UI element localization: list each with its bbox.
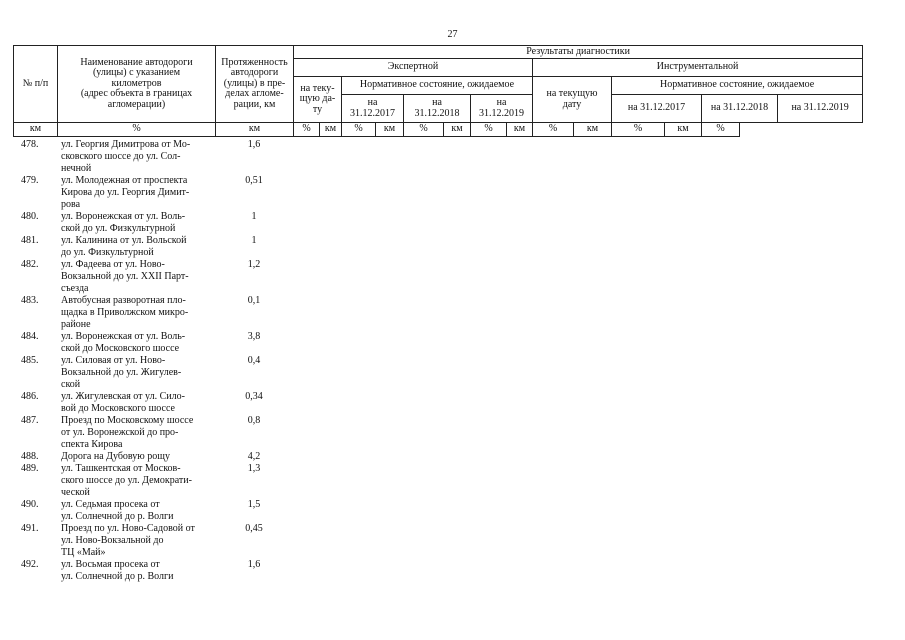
row-number: 479.	[21, 175, 39, 186]
road-length: 0,1	[247, 295, 261, 306]
road-name-line: ул. Жигулевская от ул. Сило-	[61, 391, 185, 402]
header-unit-pct: %	[471, 123, 507, 137]
road-name-line: ской до ул. Физкультурной	[61, 223, 176, 234]
road-name-line: районе	[61, 319, 91, 330]
road-name-line: ул. Солнечной до р. Волги	[61, 511, 174, 522]
road-name-line: ул. Калинина от ул. Вольской	[61, 235, 187, 246]
road-name	[57, 211, 215, 235]
road-name-line: от ул. Воронежской до про-	[61, 427, 179, 438]
header-unit-pct: %	[612, 123, 665, 137]
table-row	[13, 559, 313, 583]
table-row	[13, 235, 313, 259]
header-unit-km: км	[320, 123, 342, 137]
road-name-line: ческой	[61, 487, 90, 498]
road-name-line: сковского шоссе до ул. Сол-	[61, 151, 181, 162]
header-unit-km: км	[574, 123, 612, 137]
road-name-line: Кирова до ул. Георгия Димит-	[61, 187, 190, 198]
row-number: 486.	[21, 391, 39, 402]
road-length: 0,8	[247, 415, 261, 426]
table-row	[13, 523, 313, 559]
header-name: Наименование автодороги (улицы) с указанием километров (адрес объекта в границах агломерации)	[58, 46, 216, 123]
road-length: 1,5	[247, 499, 261, 510]
table-row	[13, 451, 313, 463]
road-name-line: ул. Силовая от ул. Ново-	[61, 355, 166, 366]
table-row	[13, 391, 313, 415]
header-num: № п/п	[14, 46, 58, 123]
row-number: 488.	[21, 451, 39, 462]
table-header	[13, 45, 863, 137]
header-unit-pct: %	[404, 123, 444, 137]
header-expert-date-2018: на 31.12.2018	[404, 95, 471, 123]
row-number: 481.	[21, 235, 39, 246]
road-length: 1,2	[247, 259, 261, 270]
row-number: 478.	[21, 139, 39, 150]
road-name-line: ул. Воронежская от ул. Воль-	[61, 331, 186, 342]
road-name	[57, 175, 215, 211]
road-length: 1	[251, 211, 257, 222]
header-expert-current: на теку- щую да- ту	[294, 77, 342, 123]
table-row	[13, 463, 313, 499]
header-expert-date-2017: на 31.12.2017	[342, 95, 404, 123]
road-length: 0,4	[247, 355, 261, 366]
row-number: 485.	[21, 355, 39, 366]
road-name	[57, 463, 215, 499]
road-name-line: ул. Воронежская от ул. Воль-	[61, 211, 186, 222]
road-length: 1,6	[247, 139, 261, 150]
header-expert-normative: Нормативное состояние, ожидаемое	[342, 77, 533, 95]
table-row	[13, 139, 313, 175]
table-row	[13, 211, 313, 235]
road-name	[57, 523, 215, 559]
table-body	[13, 139, 313, 583]
header-unit-km: км	[376, 123, 404, 137]
road-name	[57, 391, 215, 415]
header-instr-date-2018: на 31.12.2018	[702, 95, 778, 123]
header-instr-date-2019: на 31.12.2019	[778, 95, 863, 123]
road-length: 3,8	[247, 331, 261, 342]
header-instr-current: на текущую дату	[533, 77, 612, 123]
table-row	[13, 175, 313, 211]
road-name-line: нечной	[61, 163, 92, 174]
road-name-line: ул. Молодежная от проспекта	[61, 175, 188, 186]
road-length: 1,3	[247, 463, 261, 474]
road-name	[57, 559, 215, 583]
header-unit-pct: %	[58, 123, 216, 137]
road-name-line: ул. Ново-Вокзальной до	[61, 535, 164, 546]
road-name	[57, 331, 215, 355]
header-unit-km: км	[216, 123, 294, 137]
road-name	[57, 259, 215, 295]
table-row	[13, 355, 313, 391]
row-number: 482.	[21, 259, 39, 270]
road-name-line: спекта Кирова	[61, 439, 123, 450]
header-length: Протяженность автодороги (улицы) в пре- делах агломе- рации, км	[216, 46, 294, 123]
road-length: 1	[251, 235, 257, 246]
table-row	[13, 295, 313, 331]
table-row	[13, 415, 313, 451]
header-unit-pct: %	[702, 123, 740, 137]
road-name-line: рова	[61, 199, 81, 210]
road-name-line: ской до Московского шоссе	[61, 343, 180, 354]
road-name	[57, 235, 215, 259]
road-name-line: ул. Восьмая просека от	[61, 559, 160, 570]
road-name-line: ул. Георгия Димитрова от Мо-	[61, 139, 191, 150]
road-name-line: ул. Солнечной до р. Волги	[61, 571, 174, 582]
row-number: 489.	[21, 463, 39, 474]
road-length: 0,45	[245, 523, 263, 534]
road-name-line: Проезд по Московскому шоссе	[61, 415, 194, 426]
header-instrumental: Инструментальной	[533, 59, 863, 77]
header-unit-km: км	[14, 123, 58, 137]
header-unit-pct: %	[342, 123, 376, 137]
row-number: 490.	[21, 499, 39, 510]
road-name-line: ул. Ташкентская от Москов-	[61, 463, 181, 474]
row-number: 484.	[21, 331, 39, 342]
road-name	[57, 139, 215, 175]
table-row	[13, 259, 313, 295]
row-number: 480.	[21, 211, 39, 222]
road-length: 1,6	[247, 559, 261, 570]
road-name-line: Автобусная разворотная пло-	[61, 295, 186, 306]
header-unit-km: км	[444, 123, 471, 137]
row-number: 483.	[21, 295, 39, 306]
row-number: 487.	[21, 415, 39, 426]
road-name-line: ул. Фадеева от ул. Ново-	[61, 259, 165, 270]
road-name-line: Проезд по ул. Ново-Садовой от	[61, 523, 195, 534]
header-expert-date-2019: на 31.12.2019	[471, 95, 533, 123]
header-unit-km: км	[507, 123, 533, 137]
header-unit-pct: %	[294, 123, 320, 137]
road-name-line: ул. Седьмая просека от	[61, 499, 160, 510]
road-name-line: щадка в Приволжском микро-	[61, 307, 189, 318]
road-name-line: ской	[61, 379, 81, 390]
header-results: Результаты диагностики	[294, 46, 863, 59]
road-name-line: съезда	[61, 283, 89, 294]
table-row	[13, 499, 313, 523]
header-instr-normative: Нормативное состояние, ожидаемое	[612, 77, 863, 95]
road-length: 0,34	[245, 391, 263, 402]
road-name	[57, 295, 215, 331]
road-length: 4,2	[247, 451, 261, 462]
row-number: 491.	[21, 523, 39, 534]
road-name-line: вой до Московского шоссе	[61, 403, 175, 414]
table-row	[13, 331, 313, 355]
road-name-line: Вокзальной до ул. Жигулев-	[61, 367, 182, 378]
header-unit-km: км	[665, 123, 702, 137]
road-length: 0,51	[245, 175, 263, 186]
page-number: 27	[447, 29, 458, 40]
road-name-line: ского шоссе до ул. Демократи-	[61, 475, 192, 486]
road-name-line: ТЦ «Май»	[61, 547, 106, 558]
row-number: 492.	[21, 559, 39, 570]
header-expert: Экспертной	[294, 59, 533, 77]
road-name-line: Вокзальной до ул. XXII Парт-	[61, 271, 189, 282]
road-name-line: Дорога на Дубовую рощу	[61, 451, 170, 462]
road-name	[57, 451, 215, 463]
road-name	[57, 499, 215, 523]
header-unit-pct: %	[533, 123, 574, 137]
header-instr-date-2017: на 31.12.2017	[612, 95, 702, 123]
road-name	[57, 415, 215, 451]
road-name	[57, 355, 215, 391]
road-name-line: до ул. Физкультурной	[61, 247, 154, 258]
